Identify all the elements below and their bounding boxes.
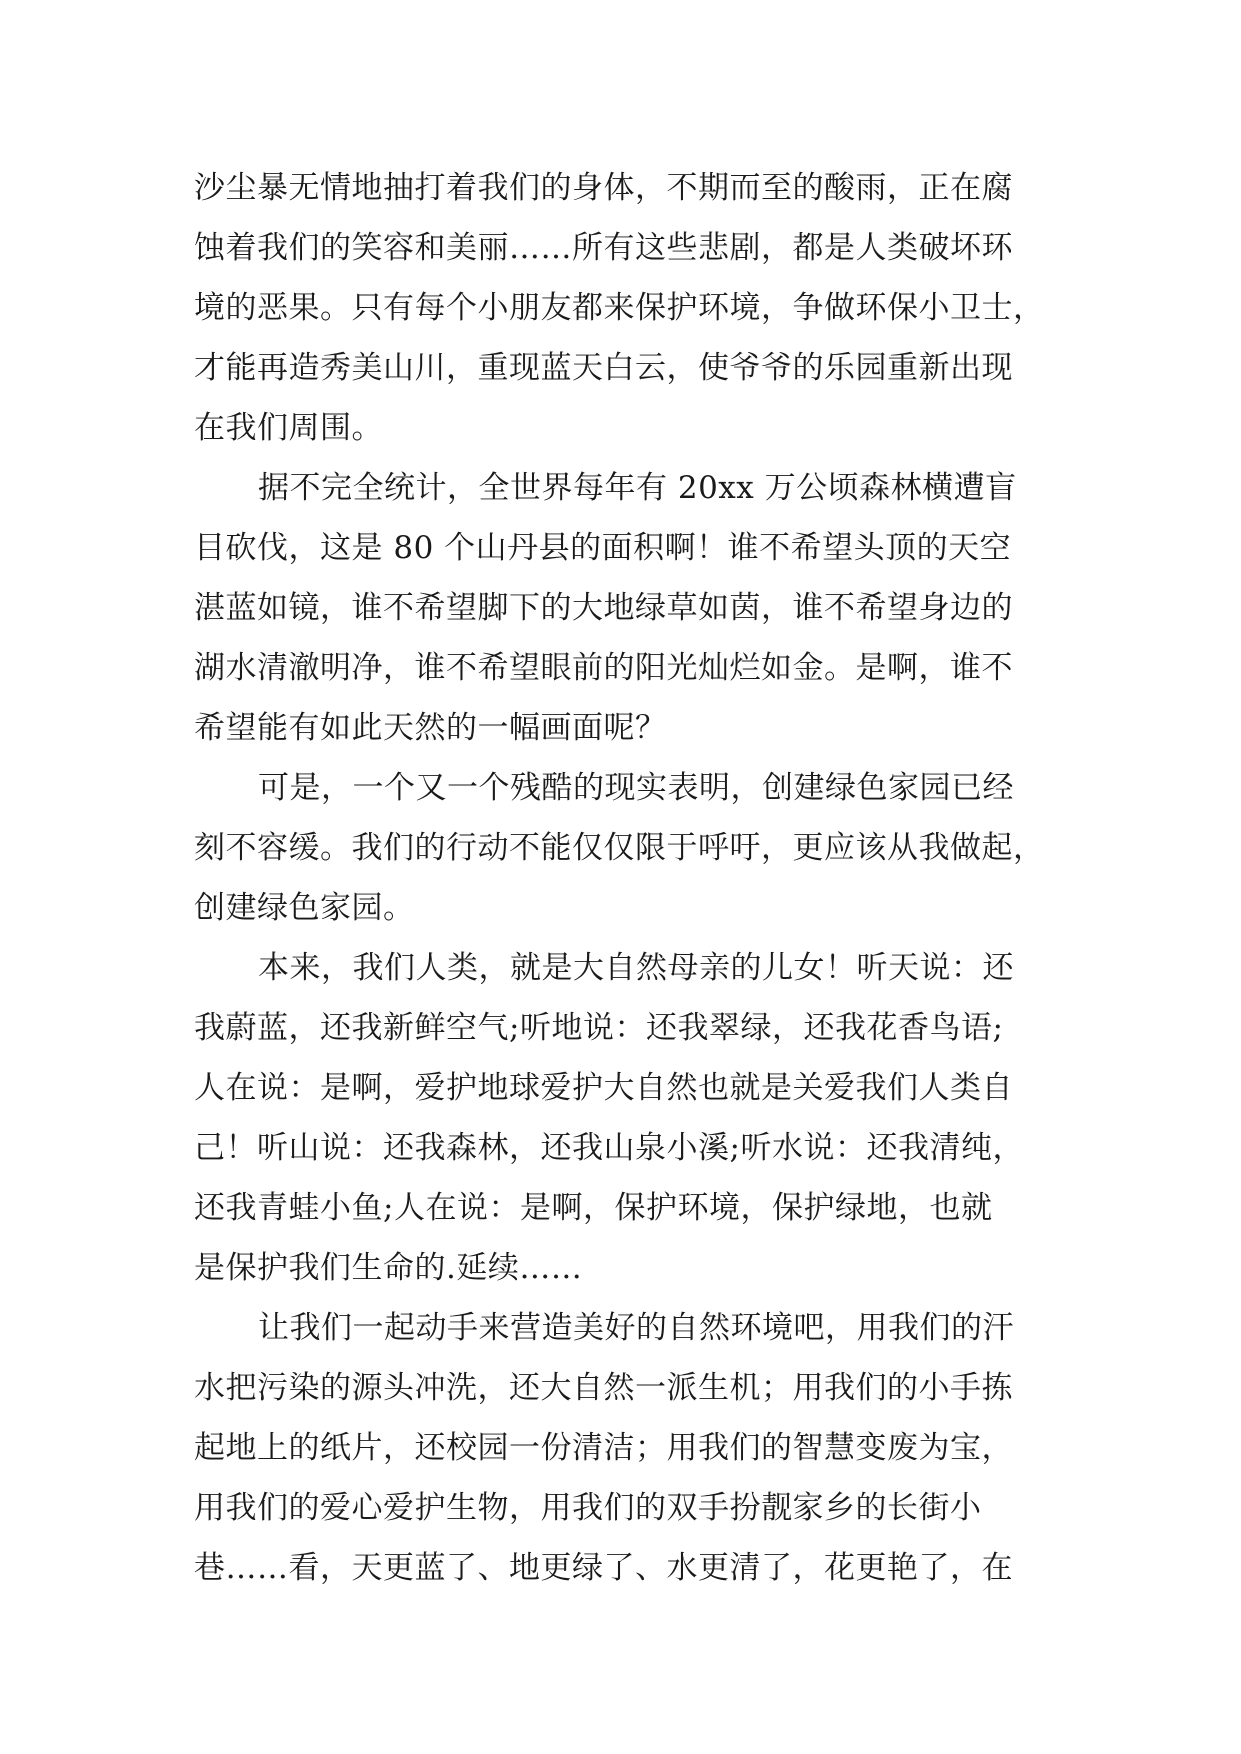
text-line: 水把污染的源头冲洗，还大自然一派生机；用我们的小手拣 — [194, 1370, 1013, 1406]
text-line: 沙尘暴无情地抽打着我们的身体，不期而至的酸雨，正在腐 — [194, 170, 1013, 206]
text-line: 在我们周围。 — [194, 410, 383, 446]
text-line: 才能再造秀美山川，重现蓝天白云，使爷爷的乐园重新出现 — [194, 350, 1013, 386]
text-line: 境的恶果。只有每个小朋友都来保护环境，争做环保小卫士， — [194, 290, 1045, 326]
text-line: 是保护我们生命的.延续…… — [194, 1250, 583, 1286]
text-line: 用我们的爱心爱护生物，用我们的双手扮靓家乡的长街小 — [194, 1490, 982, 1526]
text-line: 还我青蛙小鱼;人在说：是啊，保护环境，保护绿地，也就 — [194, 1190, 993, 1226]
text-line: 湖水清澈明净，谁不希望眼前的阳光灿烂如金。是啊，谁不 — [194, 650, 1013, 686]
text-line: 起地上的纸片，还校园一份清洁；用我们的智慧变废为宝， — [194, 1430, 1013, 1466]
text-line: 我蔚蓝，还我新鲜空气;听地说：还我翠绿，还我花香鸟语; — [194, 1010, 1004, 1046]
text-line: 巷……看，天更蓝了、地更绿了、水更清了，花更艳了，在 — [194, 1550, 1013, 1586]
text-line: 人在说：是啊，爱护地球爱护大自然也就是关爱我们人类自 — [194, 1070, 1013, 1106]
paragraph-start-line: 让我们一起动手来营造美好的自然环境吧，用我们的汗 — [258, 1310, 1014, 1346]
paragraph-start-line: 可是，一个又一个残酷的现实表明，创建绿色家园已经 — [258, 770, 1014, 806]
document-body — [194, 158, 1074, 1598]
text-line: 湛蓝如镜，谁不希望脚下的大地绿草如茵，谁不希望身边的 — [194, 590, 1013, 626]
text-line: 己！听山说：还我森林，还我山泉小溪;听水说：还我清纯， — [194, 1130, 1024, 1166]
paragraph-start-line: 本来，我们人类，就是大自然母亲的儿女！听天说：还 — [258, 950, 1014, 986]
text-line: 蚀着我们的笑容和美丽……所有这些悲剧，都是人类破坏环 — [194, 230, 1013, 266]
paragraph-start-line: 据不完全统计，全世界每年有 20xx 万公顷森林横遭盲 — [258, 470, 1017, 506]
text-line: 希望能有如此天然的一幅画面呢？ — [194, 710, 667, 746]
text-line: 刻不容缓。我们的行动不能仅仅限于呼吁，更应该从我做起， — [194, 830, 1045, 866]
text-line: 创建绿色家园。 — [194, 890, 415, 926]
text-line: 目砍伐，这是 80 个山丹县的面积啊！谁不希望头顶的天空 — [194, 530, 1012, 566]
